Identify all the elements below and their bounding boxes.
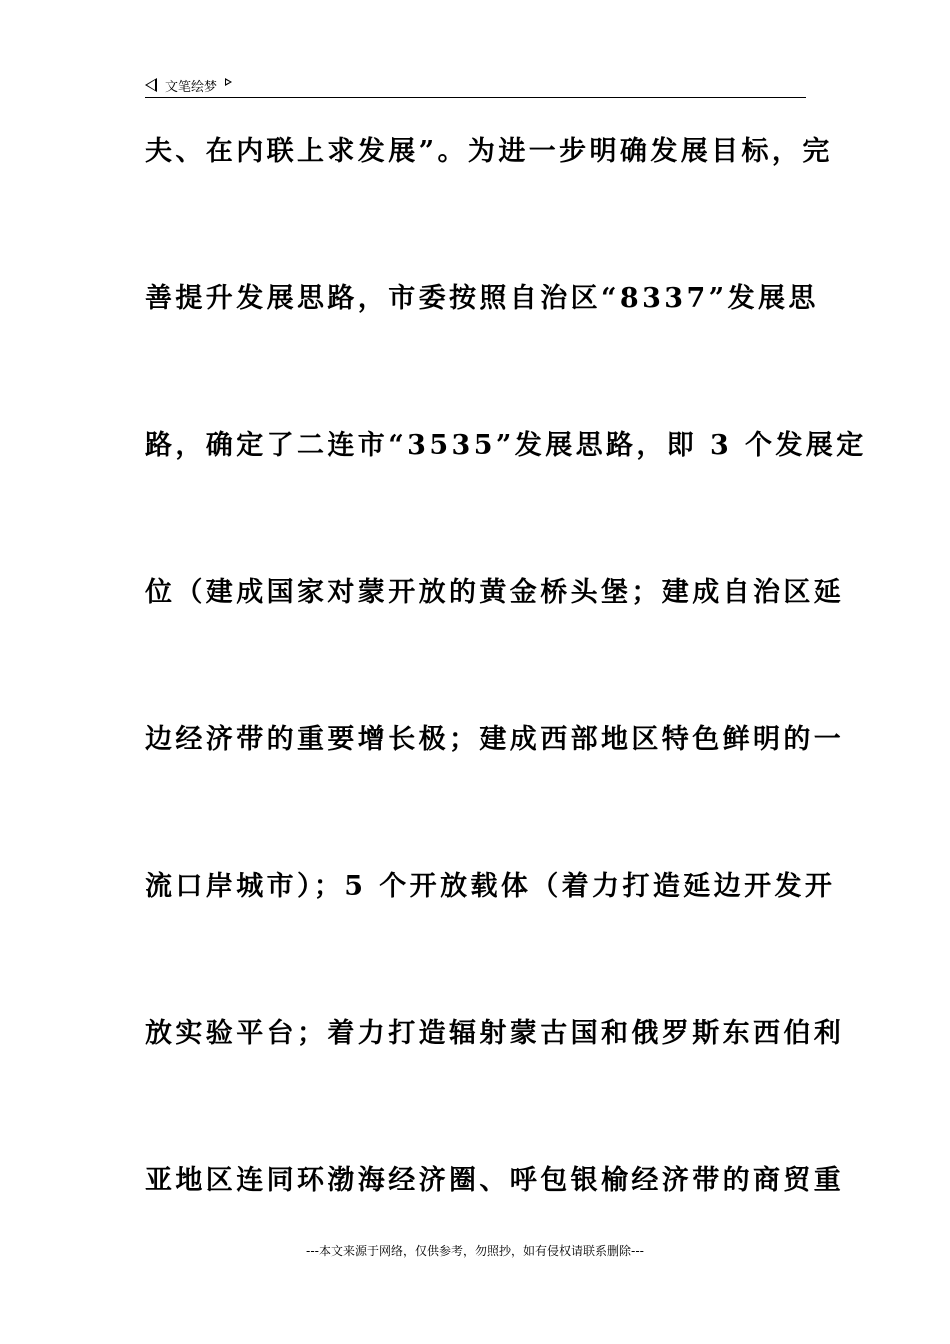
- document-body: [145, 130, 867, 1306]
- triangle-right-icon: [225, 78, 232, 86]
- text-line: 流口岸城市）；5 个开放载体（着力打造延边开发开: [145, 871, 836, 902]
- text-line: 位（建成国家对蒙开放的黄金桥头堡；建成自治区延: [145, 577, 845, 608]
- text-line: 善提升发展思路，市委按照自治区“8337”发展思: [145, 283, 819, 314]
- text-line: 放实验平台；着力打造辐射蒙古国和俄罗斯东西伯利: [145, 1018, 845, 1049]
- text-line: 边经济带的重要增长极；建成西部地区特色鲜明的一: [145, 724, 845, 755]
- text-line: 路，确定了二连市“3535”发展思路，即 3 个发展定: [145, 430, 867, 461]
- triangle-left-icon: [145, 78, 157, 92]
- text-line: 亚地区连同环渤海经济圈、呼包银榆经济带的商贸重: [145, 1165, 845, 1196]
- text-line: 夫、在内联上求发展”。为进一步明确发展目标，完: [145, 136, 833, 167]
- header-divider: [145, 97, 806, 98]
- page-header: [145, 74, 805, 96]
- header-title: 文笔绘梦: [165, 79, 218, 95]
- footer-disclaimer: ---本文来源于网络，仅供参考，勿照抄，如有侵权请联系删除---: [306, 1244, 644, 1258]
